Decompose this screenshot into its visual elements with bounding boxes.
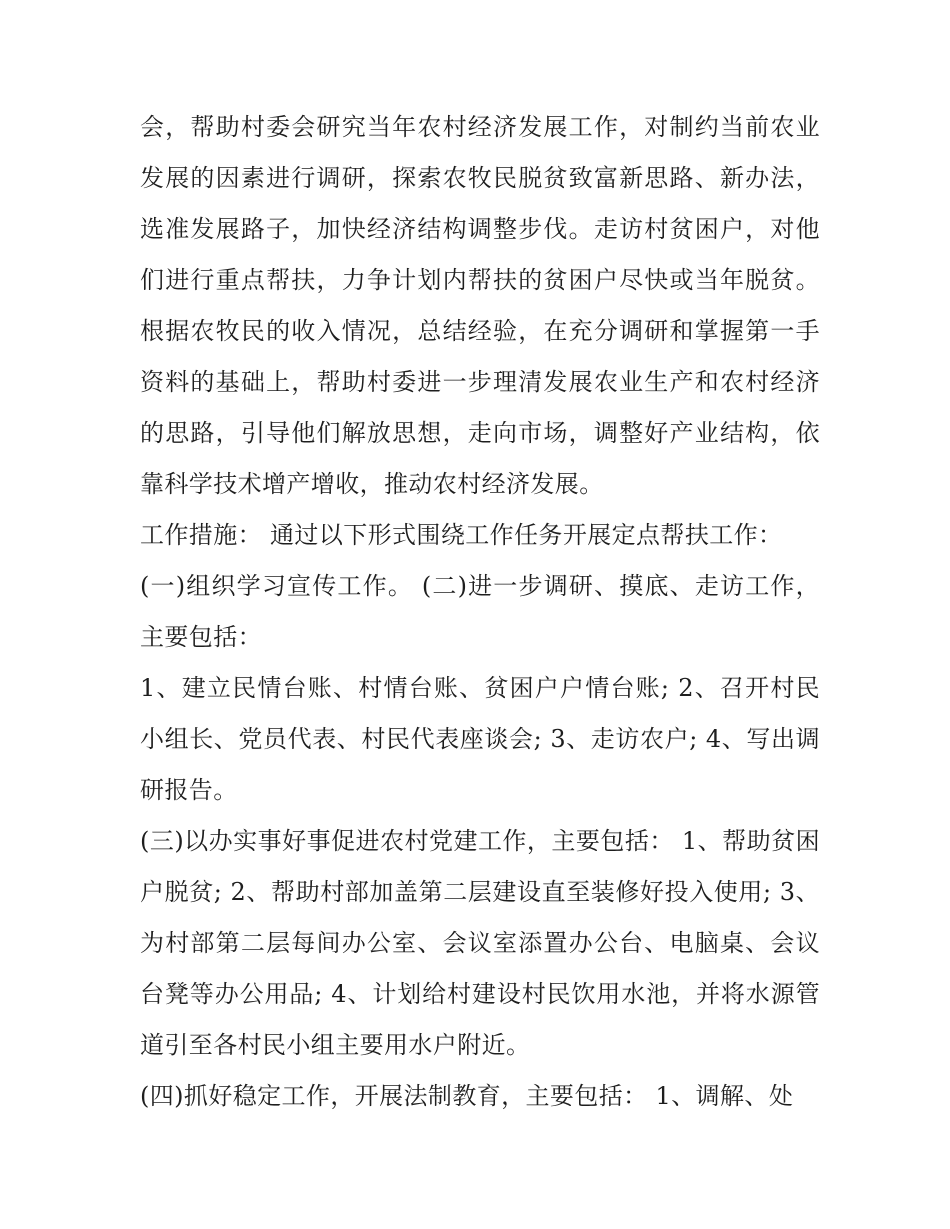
paragraph-2: 工作措施： 通过以下形式围绕工作任务开展定点帮扶工作：: [140, 521, 783, 549]
paragraph-3: (一)组织学习宣传工作。 (二)进一步调研、摸底、走访工作，主要包括：: [140, 572, 820, 651]
document-body: [140, 102, 820, 1122]
paragraph-1: 会，帮助村委会研究当年农村经济发展工作，对制约当前农业发展的因素进行调研，探索农牧民脱贫致富新思路、新办法，选准发展路子，加快经济结构调整步伐。走访村贫困户，对他们进行重点帮扶，力争计划内帮扶的贫困户尽快或当年脱贫。根据农牧民的收入情况，总结经验，在充分调研和掌握第一手资料的基础上，帮助村委进一步理清发展农业生产和农村经济的思路，引导他们解放思想，走向市场，调整好产业结构，依靠科学技术增产增收，推动农村经济发展。: [140, 113, 820, 498]
paragraph-4: 1、建立民情台账、村情台账、贫困户户情台账; 2、召开村民小组长、党员代表、村民代表座谈会; 3、走访农户; 4、写出调研报告。: [140, 674, 820, 804]
paragraph-6: (四)抓好稳定工作，开展法制教育，主要包括： 1、调解、处: [140, 1082, 794, 1110]
paragraph-5: (三)以办实事好事促进农村党建工作，主要包括： 1、帮助贫困户脱贫; 2、帮助村部加盖第二层建设直至装修好投入使用; 3、为村部第二层每间办公室、会议室添置办公台、电脑桌、会议台凳等办公用品; 4、计划给村建设村民饮用水池，并将水源管道引至各村民小组主要用水户附近。: [140, 827, 820, 1059]
